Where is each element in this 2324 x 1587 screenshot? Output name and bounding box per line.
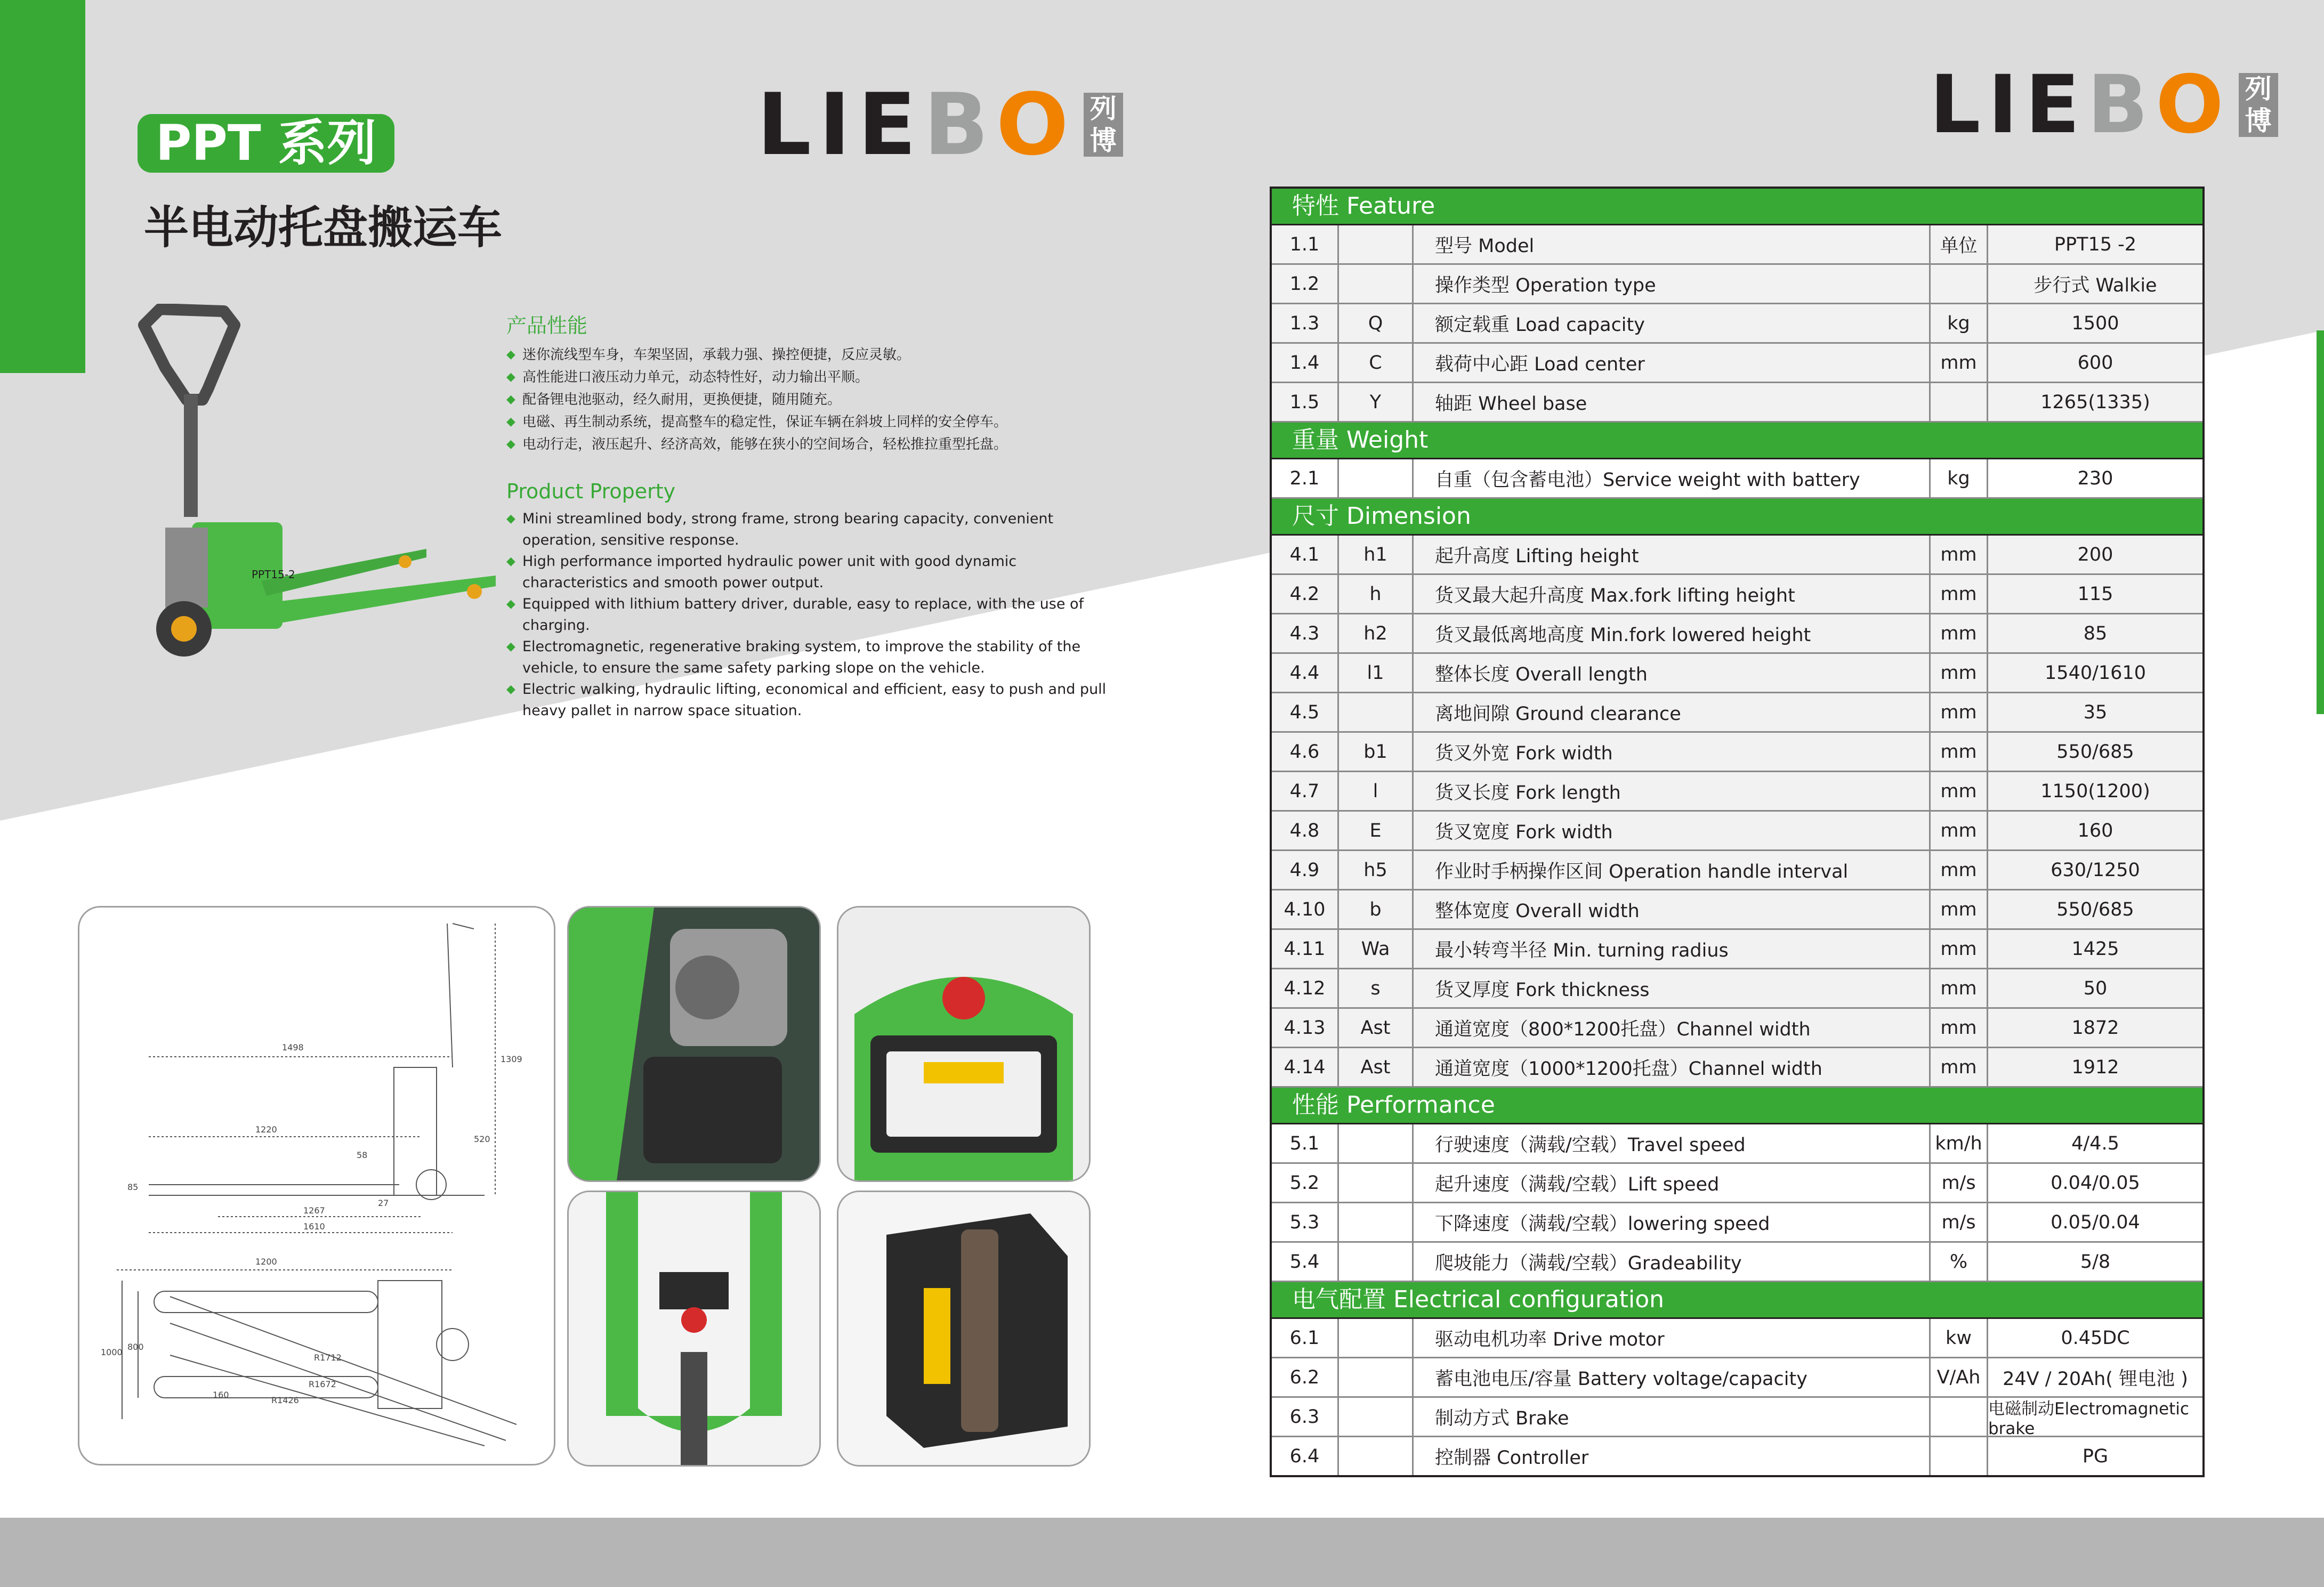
dim-label: R1426 [271,1395,299,1405]
spec-value-cell: 85 [2083,622,2108,644]
spec-value-cell: 35 [2083,701,2108,723]
spec-item-cell: 蓄电池电压/容量 Battery voltage/capacity [1414,1358,1931,1396]
spec-unit-cell: mm [1931,1009,1988,1047]
spec-no-cell: 4.6 [1272,733,1339,771]
spec-item-cell: 货叉最低离地高度 Min.fork lowered height [1414,614,1931,652]
spec-unit-cell: mm [1931,575,1988,613]
table-row [1272,1319,2202,1358]
spec-no-cell: 4.2 [1272,575,1339,613]
spec-symbol-cell: l [1339,772,1414,810]
page-title: 半电动托盘搬运车 [144,201,503,254]
spec-item-cell: 最小转弯半径 Min. turning radius [1414,930,1931,968]
spec-symbol-cell [1339,1398,1414,1436]
table-row [1272,772,2202,812]
green-accent-strip-right [2317,330,2324,714]
spec-no-cell: 5.3 [1272,1203,1339,1241]
spec-item-cell: 整体宽度 Overall width [1414,890,1931,928]
spec-unit-cell: m/s [1931,1203,1988,1241]
table-row [1272,1009,2202,1048]
spec-section-header: 电气配置 Electrical configuration [1272,1282,2202,1319]
list-item: ◆ Mini streamlined body, strong frame, strong bearing capacity, convenient operation, sensitive response. [506,508,1114,551]
spec-item-cell: 货叉最大起升高度 Max.fork lifting height [1414,575,1931,613]
spec-no-cell: 4.4 [1272,654,1339,692]
table-row [1272,383,2202,423]
spec-item-cell: 货叉外宽 Fork width [1414,733,1931,771]
dim-label: 1498 [282,1042,304,1052]
spec-no-cell: 4.10 [1272,890,1339,928]
spec-value-cell: 200 [2077,544,2113,565]
spec-symbol-cell: h2 [1339,614,1414,652]
spec-value-cell: PPT15 -2 [2054,233,2137,255]
table-row [1272,1164,2202,1203]
logo-cn-bottom: 博 [2245,106,2272,136]
table-row [1272,654,2202,693]
spec-item-cell: 自重（包含蓄电池）Service weight with battery [1414,459,1931,497]
spec-symbol-cell: h [1339,575,1414,613]
spec-no-cell: 5.1 [1272,1124,1339,1162]
logo-cn-mark [2239,73,2278,137]
table-row [1272,890,2202,930]
spec-value-cell: PG [2082,1445,2109,1467]
dim-label: 1610 [303,1221,325,1232]
spec-value-cell: 50 [2083,977,2108,999]
dim-label: R1712 [314,1353,342,1363]
spec-no-cell: 4.8 [1272,812,1339,849]
table-row [1272,575,2202,614]
table-row [1272,459,2202,499]
spec-item-cell: 作业时手柄操作区间 Operation handle interval [1414,851,1931,889]
series-badge: PPT 系列 [138,114,394,173]
spec-no-cell: 2.1 [1272,459,1339,497]
table-row [1272,344,2202,383]
spec-unit-cell [1931,265,1988,303]
property-cn-block [506,309,1114,456]
spec-item-cell: 通道宽度（800*1200托盘）Channel width [1414,1009,1931,1047]
logo-wordmark: LIEBO [1930,59,2231,151]
spec-unit-cell: 单位 [1931,225,1988,263]
spec-item-cell: 货叉宽度 Fork width [1414,812,1931,849]
spec-value-cell: 1912 [2071,1056,2119,1078]
model-label: PPT15-2 [252,568,295,581]
dim-label: 27 [378,1198,389,1208]
spec-value-cell: 5/8 [2080,1251,2111,1273]
product-photo [128,304,501,698]
spec-symbol-cell [1339,1358,1414,1396]
spec-value-cell: 1150(1200) [2040,780,2150,802]
spec-symbol-cell [1339,1164,1414,1202]
spec-symbol-cell [1339,1124,1414,1162]
dim-label: 800 [127,1342,144,1352]
technical-drawing-panel [78,906,555,1465]
spec-unit-cell: mm [1931,654,1988,692]
list-item: ◆ Equipped with lithium battery driver, durable, easy to replace, with the use of charging. [506,594,1114,636]
detail-photo-handle [567,1191,821,1467]
spec-symbol-cell: h5 [1339,851,1414,889]
spec-value-cell: 230 [2077,467,2113,489]
spec-value-cell: 24V / 20Ah( 锂电池 ) [2003,1368,2188,1390]
spec-item-cell: 行驶速度（满载/空载）Travel speed [1414,1124,1931,1162]
property-cn-heading: 产品性能 [506,314,588,337]
spec-no-cell: 1.5 [1272,383,1339,421]
spec-unit-cell [1931,1398,1988,1436]
spec-symbol-cell: l1 [1339,654,1414,692]
table-row [1272,693,2202,733]
spec-item-cell: 货叉厚度 Fork thickness [1414,969,1931,1007]
spec-item-cell: 控制器 Controller [1414,1437,1931,1475]
table-row [1272,265,2202,304]
list-item: ◆ 高性能进口液压动力单元，动态特性好，动力输出平顺。 [506,366,1114,388]
table-row [1272,1243,2202,1282]
table-row [1272,304,2202,344]
spec-no-cell: 6.2 [1272,1358,1339,1396]
spec-unit-cell: mm [1931,851,1988,889]
spec-symbol-cell [1339,1243,1414,1281]
dimension-labels [101,1042,522,1405]
spec-unit-cell: kg [1931,459,1988,497]
spec-symbol-cell [1339,1437,1414,1475]
spec-unit-cell: mm [1931,812,1988,849]
green-accent-strip-left [0,0,85,373]
spec-symbol-cell: s [1339,969,1414,1007]
spec-value-cell: 1425 [2071,938,2119,960]
spec-item-cell: 制动方式 Brake [1414,1398,1931,1436]
spec-symbol-cell [1339,265,1414,303]
spec-symbol-cell: b1 [1339,733,1414,771]
spec-item-cell: 轴距 Wheel base [1414,383,1931,421]
spec-unit-cell: % [1931,1243,1988,1281]
table-row [1272,812,2202,851]
spec-item-cell: 型号 Model [1414,225,1931,263]
spec-no-cell: 6.3 [1272,1398,1339,1436]
spec-no-cell: 4.14 [1272,1048,1339,1086]
list-item: ◆ High performance imported hydraulic power unit with good dynamic characteristics and smooth power output. [506,551,1114,594]
spec-value-cell: 步行式 Walkie [2034,274,2157,296]
property-cn-list [506,344,1114,456]
logo-cn-top: 列 [2245,74,2272,104]
spec-unit-cell: mm [1931,536,1988,573]
spec-symbol-cell: Ast [1339,1009,1414,1047]
logo-wordmark: LIEBO [757,75,1076,174]
spec-no-cell: 1.3 [1272,304,1339,342]
spec-section-header: 重量 Weight [1272,423,2202,459]
spec-unit-cell: mm [1931,772,1988,810]
table-row [1272,1048,2202,1088]
dim-label: 160 [213,1390,229,1400]
list-item: ◆ Electromagnetic, regenerative braking system, to improve the stability of the vehicle, to ensure the same safety parking slope on the vehicle. [506,636,1114,679]
spec-section-header: 特性 Feature [1272,189,2202,225]
spec-value-cell: 550/685 [2056,898,2134,920]
table-row [1272,1437,2202,1475]
spec-unit-cell: mm [1931,969,1988,1007]
table-row [1272,614,2202,654]
bottom-band [0,1518,2324,1587]
brand-logo-right [1930,59,2278,151]
property-en-list [506,508,1114,722]
dim-label: 520 [474,1134,490,1144]
spec-symbol-cell: b [1339,890,1414,928]
spec-no-cell: 4.3 [1272,614,1339,652]
dim-label: 58 [357,1150,368,1160]
dim-label: 1000 [101,1347,123,1357]
detail-photo-control-panel [837,906,1091,1182]
spec-value-cell: 1500 [2071,312,2119,334]
brand-logo-left [757,75,1123,174]
spec-unit-cell [1931,1437,1988,1475]
dim-label: 1309 [501,1054,522,1064]
spec-item-cell: 操作类型 Operation type [1414,265,1931,303]
spec-no-cell: 6.1 [1272,1319,1339,1357]
spec-no-cell: 4.5 [1272,693,1339,731]
spec-item-cell: 爬坡能力（满载/空载）Gradeability [1414,1243,1931,1281]
spec-unit-cell: km/h [1931,1124,1988,1162]
table-row [1272,1358,2202,1398]
logo-cn-bottom: 博 [1090,125,1117,156]
spec-no-cell: 4.7 [1272,772,1339,810]
spec-item-cell: 下降速度（满载/空载）lowering speed [1414,1203,1931,1241]
spec-unit-cell: mm [1931,344,1988,382]
spec-unit-cell: mm [1931,1048,1988,1086]
spec-unit-cell: V/Ah [1931,1358,1988,1396]
spec-unit-cell: kg [1931,304,1988,342]
spec-unit-cell: mm [1931,733,1988,771]
spec-value-cell: 1540/1610 [2045,662,2146,684]
spec-item-cell: 货叉长度 Fork length [1414,772,1931,810]
spec-symbol-cell [1339,459,1414,497]
spec-section-header: 尺寸 Dimension [1272,499,2202,536]
spec-symbol-cell: Wa [1339,930,1414,968]
table-row [1272,1203,2202,1243]
spec-item-cell: 离地间隙 Ground clearance [1414,693,1931,731]
spec-symbol-cell: Y [1339,383,1414,421]
spec-symbol-cell: Q [1339,304,1414,342]
table-row [1272,225,2202,265]
spec-item-cell: 起升速度（满载/空载）Lift speed [1414,1164,1931,1202]
spec-value-cell: 0.04/0.05 [2051,1172,2140,1194]
spec-no-cell: 5.4 [1272,1243,1339,1281]
spec-no-cell: 1.1 [1272,225,1339,263]
spec-symbol-cell [1339,1319,1414,1357]
table-row [1272,851,2202,890]
spec-symbol-cell: Ast [1339,1048,1414,1086]
spec-value-cell: 550/685 [2056,741,2134,763]
spec-unit-cell: mm [1931,614,1988,652]
spec-symbol-cell: h1 [1339,536,1414,573]
logo-cn-top: 列 [1090,93,1117,124]
property-en-heading: Product Property [506,480,676,503]
spec-value-cell: 115 [2077,583,2113,605]
detail-photo-battery [837,1191,1091,1467]
spec-no-cell: 4.12 [1272,969,1339,1007]
dim-label: 85 [127,1182,139,1192]
table-row [1272,1124,2202,1164]
table-row [1272,969,2202,1009]
spec-symbol-cell [1339,693,1414,731]
spec-value-cell: 1265(1335) [2040,391,2150,413]
spec-no-cell: 4.9 [1272,851,1339,889]
spec-unit-cell [1931,383,1988,421]
list-item: ◆ 迷你流线型车身，车架坚固，承载力强、操控便捷，反应灵敏。 [506,344,1114,366]
list-item: ◆ 电磁、再生制动系统，提高整车的稳定性，保证车辆在斜坡上同样的安全停车。 [506,411,1114,433]
spec-symbol-cell [1339,1203,1414,1241]
spec-item-cell: 整体长度 Overall length [1414,654,1931,692]
list-item: ◆ 配备锂电池驱动，经久耐用，更换便捷，随用随充。 [506,388,1114,411]
spec-value-cell: 1872 [2071,1017,2119,1039]
table-row [1272,733,2202,772]
table-row [1272,1398,2202,1437]
spec-item-cell: 载荷中心距 Load center [1414,344,1931,382]
spec-value-cell: 630/1250 [2051,859,2140,881]
spec-value-cell: 电磁制动Electromagnetic brake [1988,1399,2189,1438]
spec-value-cell: 0.05/0.04 [2051,1211,2140,1233]
property-en-block [506,480,1114,722]
spec-unit-cell: m/s [1931,1164,1988,1202]
spec-unit-cell: mm [1931,930,1988,968]
spec-no-cell: 1.2 [1272,265,1339,303]
spec-no-cell: 4.11 [1272,930,1339,968]
spec-unit-cell: kw [1931,1319,1988,1357]
table-row [1272,536,2202,575]
spec-no-cell: 6.4 [1272,1437,1339,1475]
table-row [1272,930,2202,969]
logo-cn-mark [1084,93,1123,157]
spec-symbol-cell [1339,225,1414,263]
spec-no-cell: 4.1 [1272,536,1339,573]
spec-no-cell: 4.13 [1272,1009,1339,1047]
spec-no-cell: 1.4 [1272,344,1339,382]
detail-photo-hydraulic [567,906,821,1182]
spec-value-cell: 4/4.5 [2071,1132,2119,1154]
spec-value-cell: 0.45DC [2061,1327,2130,1349]
spec-item-cell: 通道宽度（1000*1200托盘）Channel width [1414,1048,1931,1086]
spec-item-cell: 驱动电机功率 Drive motor [1414,1319,1931,1357]
spec-value-cell: 160 [2077,820,2113,841]
spec-unit-cell: mm [1931,890,1988,928]
dim-label: 1267 [303,1205,325,1216]
spec-no-cell: 5.2 [1272,1164,1339,1202]
dim-label: 1220 [255,1124,277,1135]
list-item: ◆ 电动行走，液压起升、经济高效，能够在狭小的空间场合，轻松推拉重型托盘。 [506,433,1114,456]
spec-symbol-cell: C [1339,344,1414,382]
spec-item-cell: 起升高度 Lifting height [1414,536,1931,573]
spec-section-header: 性能 Performance [1272,1088,2202,1124]
dim-label: 1200 [255,1257,277,1267]
spec-value-cell: 600 [2077,352,2113,374]
spec-unit-cell: mm [1931,693,1988,731]
spec-symbol-cell: E [1339,812,1414,849]
dim-label: R1672 [309,1379,336,1389]
spec-item-cell: 额定载重 Load capacity [1414,304,1931,342]
list-item: ◆ Electric walking, hydraulic lifting, economical and efficient, easy to push and pull heavy pallet in narrow space situation. [506,679,1114,722]
spec-table [1270,187,2205,1477]
